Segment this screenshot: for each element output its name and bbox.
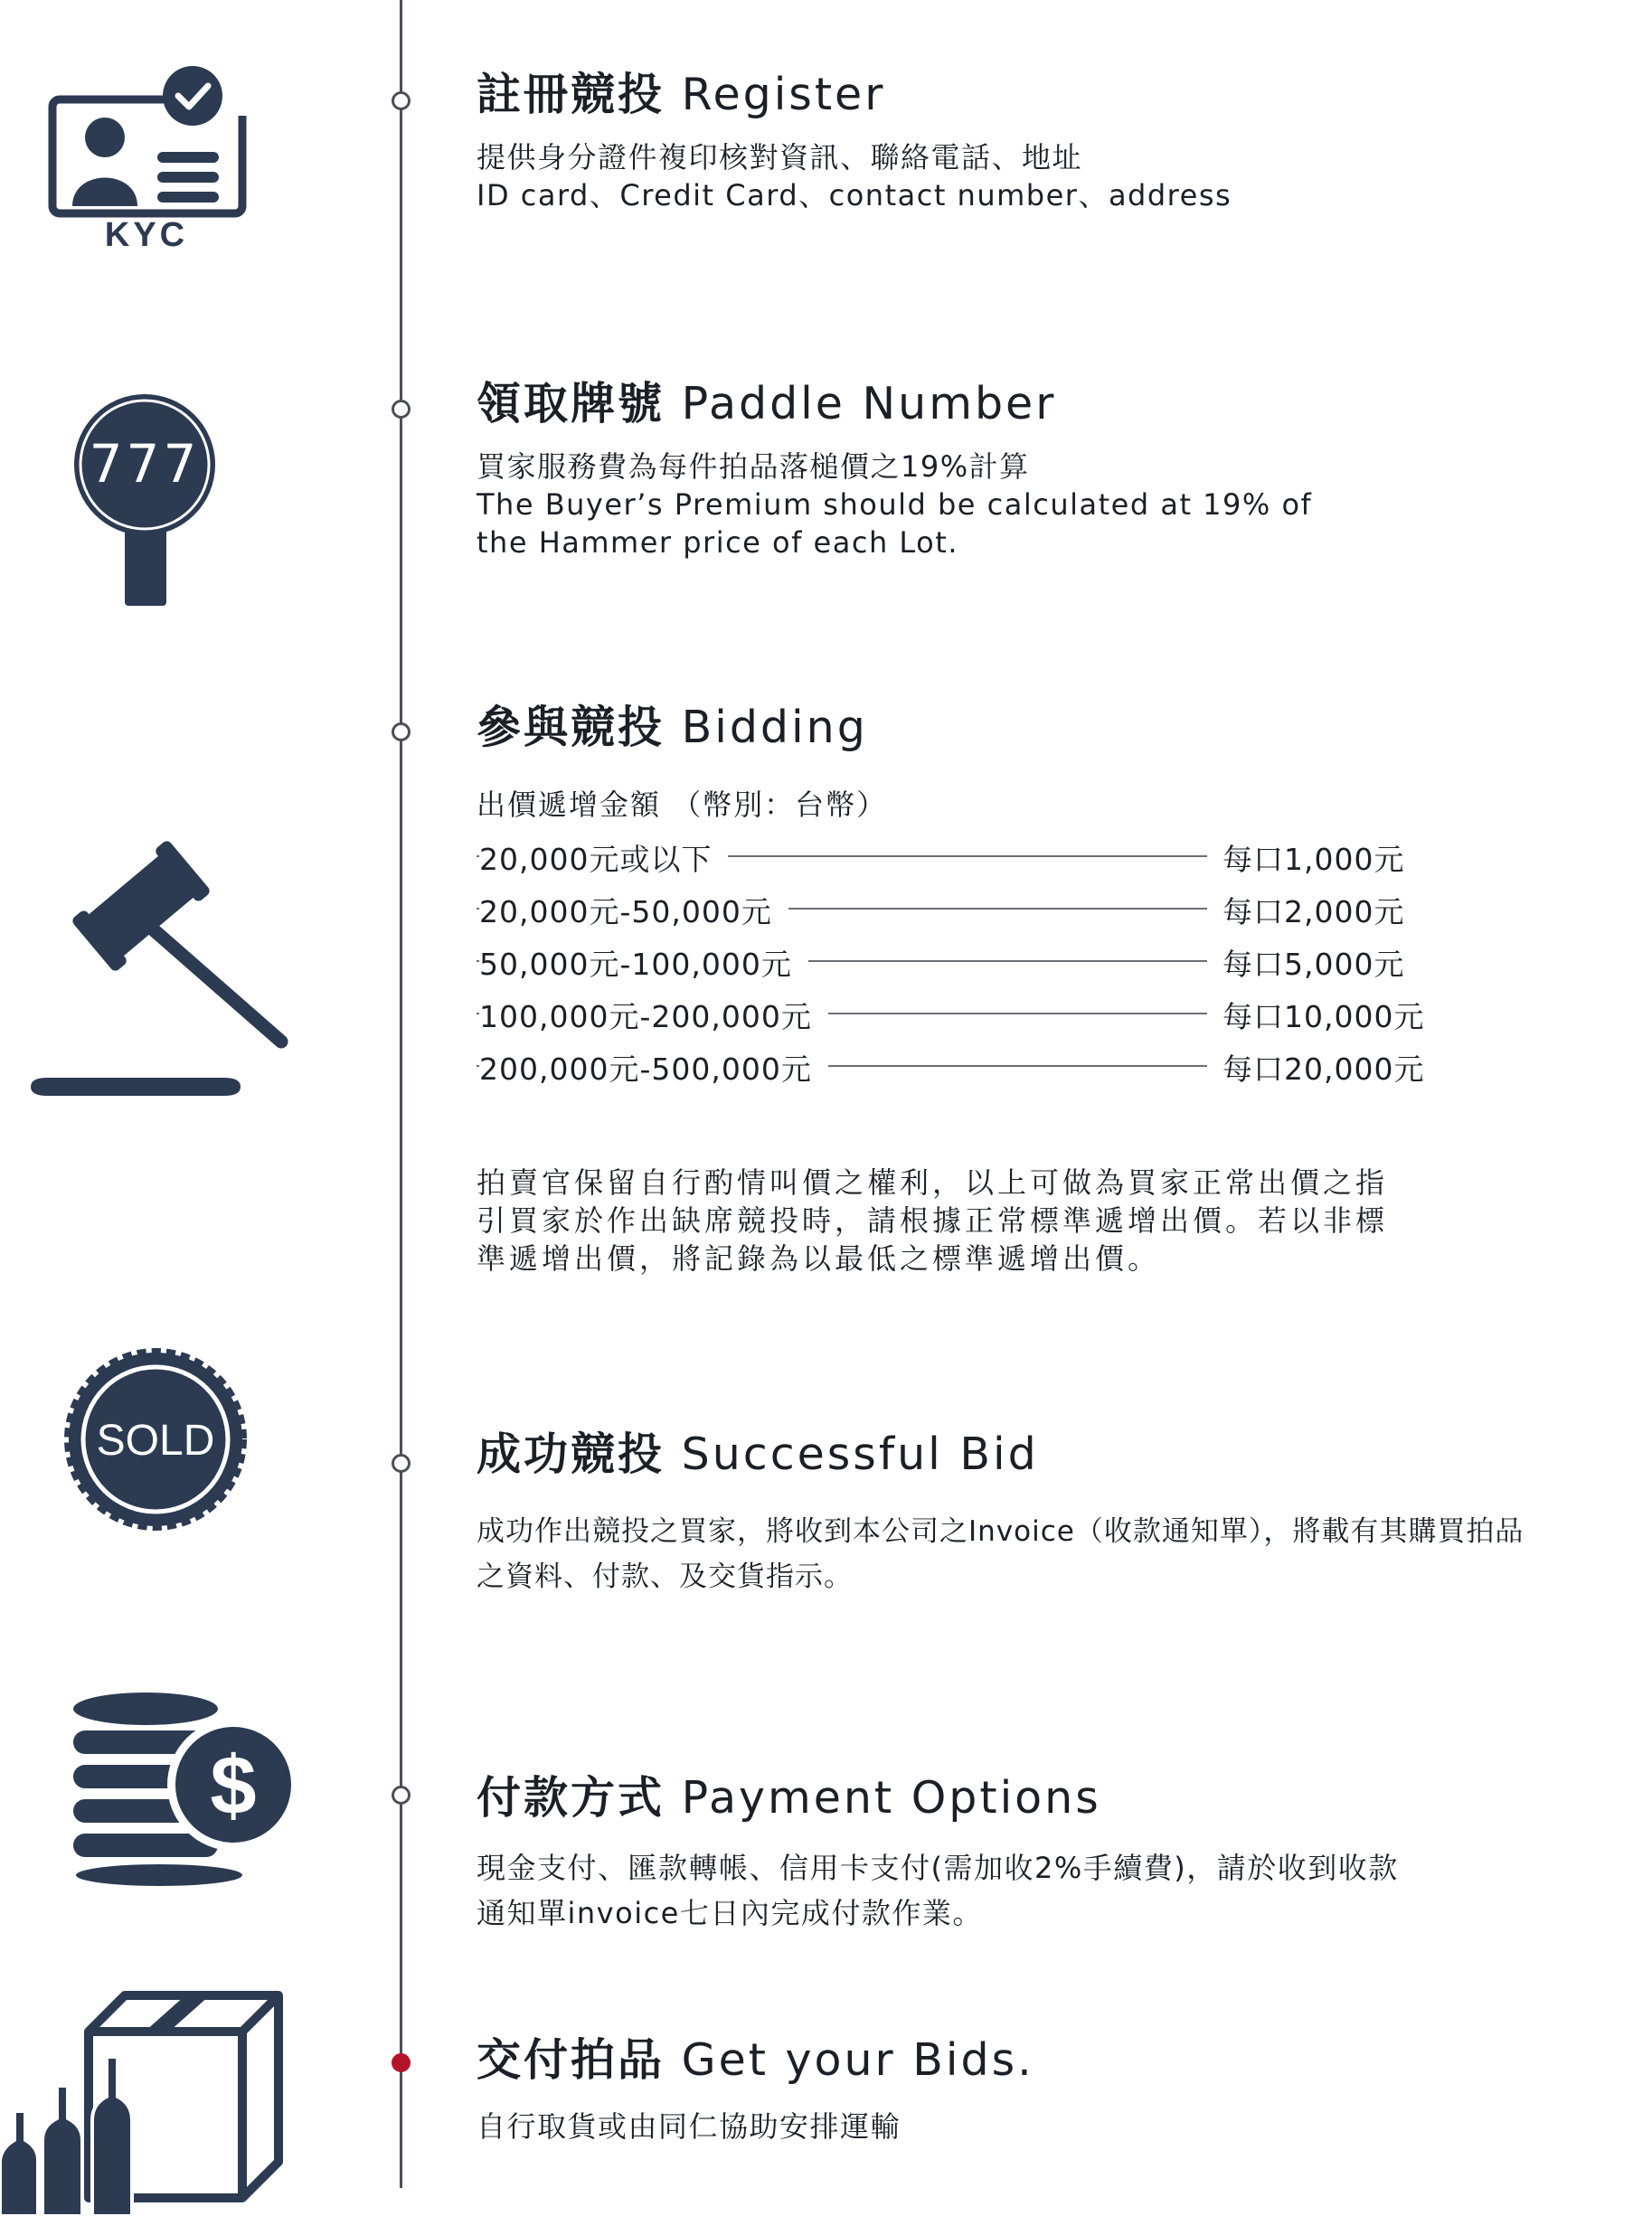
step-register-title	[477, 69, 1643, 122]
bid-increment-range: 200,000元-500,000元	[479, 1046, 828, 1089]
bid-increment-step: 每口10,000元	[1222, 998, 1425, 1034]
bid-note-line-1: 拍賣官保留自行酌情叫價之權利，以上可做為買家正常出價之指	[477, 1165, 1389, 1200]
bid-increment-header: 出價遞增金額 （幣別：台幣）	[477, 787, 888, 822]
step-success-title	[477, 1429, 1643, 1482]
step-register-line-1: 提供身分證件複印核對資訊、聯絡電話、地址	[477, 139, 1083, 174]
step-paddle-title-en: Paddle Number	[681, 378, 1057, 429]
step-paddle-line-1: 買家服務費為每件拍品落槌價之19%計算	[477, 448, 1030, 484]
gavel-icon	[24, 834, 295, 1105]
coins-dollar-icon	[69, 1682, 304, 1890]
step-delivery-title-zh: 交付拍品	[477, 2034, 666, 2086]
bid-increment-range: 20,000元或以下	[479, 836, 728, 879]
box-bottles-icon	[0, 1985, 289, 2216]
step-bidding-title-zh: 參與競投	[477, 702, 666, 753]
step-success-line-1: 成功作出競投之買家，將收到本公司之Invoice（收款通知單），將載有其購買拍品	[477, 1514, 1525, 1548]
step-delivery-line-1: 自行取貨或由同仁協助安排運輸	[477, 2108, 902, 2144]
step-delivery-title	[477, 2034, 1643, 2088]
bid-increment-row	[477, 941, 1643, 994]
step-register-title-en: Register	[681, 69, 886, 120]
step-register-title-zh: 註冊競投	[477, 69, 666, 120]
step-success-title-en: Successful Bid	[681, 1429, 1039, 1480]
step-register-line-2: ID card、Credit Card、contact number、address	[477, 177, 1232, 212]
step-paddle-title-zh: 領取牌號	[477, 378, 666, 429]
timeline-node-paddle	[392, 400, 411, 419]
bid-increment-range: 20,000元-50,000元	[479, 889, 788, 931]
dollar-label: $	[210, 1740, 257, 1832]
bid-increment-step: 每口1,000元	[1222, 841, 1405, 877]
step-success	[477, 1429, 1643, 1599]
step-success-line-2: 之資料、付款、及交貨指示。	[477, 1560, 853, 1593]
step-payment-title-en: Payment Options	[681, 1772, 1101, 1824]
timeline-line	[400, 0, 402, 2188]
step-payment-line-2: 通知單invoice七日內完成付款作業。	[477, 1895, 983, 1930]
kyc-label: KYC	[104, 216, 189, 254]
step-payment-title-zh: 付款方式	[477, 1772, 666, 1824]
bid-increment-row	[477, 1046, 1643, 1099]
step-paddle	[477, 378, 1643, 561]
bid-increment-note	[477, 1164, 1643, 1278]
bid-increment-step: 每口20,000元	[1222, 1051, 1425, 1087]
step-success-title-zh: 成功競投	[477, 1429, 666, 1480]
bid-increment-row	[477, 836, 1643, 889]
bid-increment-step: 每口2,000元	[1222, 893, 1405, 929]
bid-note-line-2: 引買家於作出缺席競投時，請根據正常標準遞增出價。若以非標	[477, 1202, 1389, 1238]
bid-increment-range: 50,000元-100,000元	[479, 941, 808, 984]
step-bidding-title-en: Bidding	[681, 702, 868, 753]
timeline-node-delivery	[392, 2053, 411, 2072]
bid-increment-range: 100,000元-200,000元	[479, 994, 828, 1036]
step-delivery	[477, 2034, 1643, 2146]
sold-seal-icon	[63, 1347, 249, 1532]
paddle-number-label: 777	[89, 433, 201, 495]
auction-paddle-icon	[72, 392, 217, 609]
step-delivery-title-en: Get your Bids.	[681, 2034, 1034, 2086]
timeline-node-payment	[392, 1786, 411, 1805]
step-bidding-title	[477, 702, 1643, 755]
timeline-node-bidding	[392, 722, 411, 741]
step-bidding	[477, 702, 1643, 1278]
step-paddle-title	[477, 378, 1643, 431]
step-payment-title	[477, 1772, 1643, 1825]
bid-increment-step: 每口5,000元	[1222, 946, 1405, 982]
step-payment-line-1: 現金支付、匯款轉帳、信用卡支付(需加收2%手續費)，請於收到收款	[477, 1850, 1399, 1885]
timeline-node-register	[392, 91, 411, 110]
step-paddle-line-2: The Buyer’s Premium should be calculated at 19% of	[477, 486, 1313, 522]
step-payment	[477, 1772, 1643, 1936]
bid-note-line-3: 準遞增出價，將記錄為以最低之標準遞增出價。	[477, 1240, 1161, 1276]
step-paddle-line-3: the Hammer price of each Lot.	[477, 524, 958, 560]
bid-increment-row	[477, 994, 1643, 1046]
id-card-check-icon	[47, 61, 255, 260]
step-register	[477, 69, 1643, 214]
timeline-node-success	[392, 1454, 411, 1473]
sold-label: SOLD	[96, 1417, 215, 1465]
bid-increment-row	[477, 889, 1643, 941]
